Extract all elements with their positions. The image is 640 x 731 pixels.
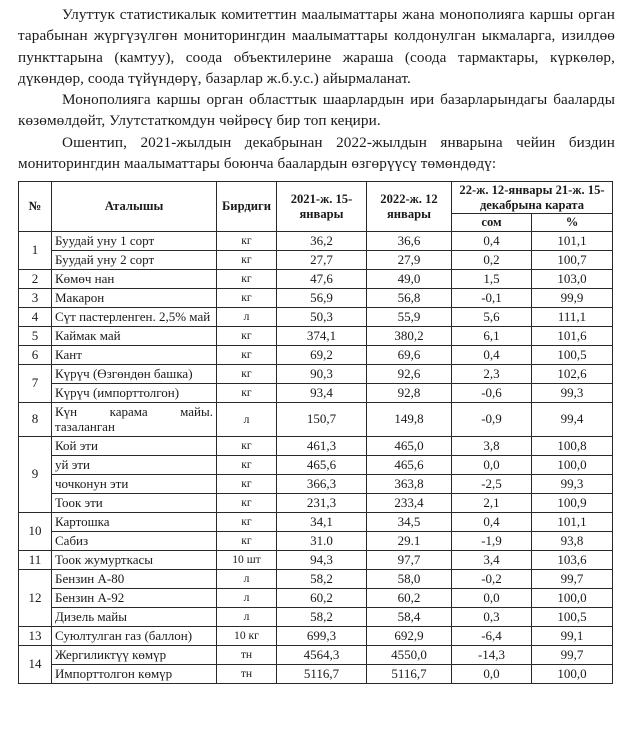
row-number-cell: 13 (19, 626, 52, 645)
header-cell-price-2021: 2021-ж. 15-январы (277, 182, 367, 232)
item-change-percent-cell: 101,1 (532, 231, 613, 250)
item-price-2022-cell: 60,2 (367, 588, 452, 607)
header-cell-unit: Бирдиги (217, 182, 277, 232)
item-change-percent-cell: 100,5 (532, 345, 613, 364)
item-name-cell: Суюлтулган газ (баллон) (52, 626, 217, 645)
item-price-2021-cell: 461,3 (277, 436, 367, 455)
item-unit-cell: кг (217, 288, 277, 307)
row-number-cell: 10 (19, 512, 52, 550)
item-change-som-cell: -6,4 (452, 626, 532, 645)
item-price-2022-cell: 92,6 (367, 364, 452, 383)
item-change-percent-cell: 100,7 (532, 250, 613, 269)
table-row (19, 345, 613, 364)
item-change-som-cell: 3,4 (452, 550, 532, 569)
item-unit-cell: кг (217, 383, 277, 402)
item-change-som-cell: 5,6 (452, 307, 532, 326)
item-unit-cell: л (217, 607, 277, 626)
row-number-cell: 8 (19, 402, 52, 436)
paragraph-2: Монополияга каршы орган областтык шаарлардын ири базарларындагы бааларды көзөмөлдөйт, Улутстаткомдун чөйрөсү бир топ кеңири. (18, 91, 615, 130)
header-cell-name: Аталышы (52, 182, 217, 232)
item-change-som-cell: 0,2 (452, 250, 532, 269)
item-change-percent-cell: 100,0 (532, 455, 613, 474)
table-row (19, 588, 613, 607)
item-price-2021-cell: 5116,7 (277, 664, 367, 683)
item-price-2021-cell: 27,7 (277, 250, 367, 269)
item-change-som-cell: 3,8 (452, 436, 532, 455)
table-row (19, 455, 613, 474)
item-change-som-cell: -1,9 (452, 531, 532, 550)
item-name-cell: чочконун эти (52, 474, 217, 493)
header-cell-change-group: 22-ж. 12-январы 21-ж. 15-декабрына карата (452, 182, 613, 214)
row-number-cell: 7 (19, 364, 52, 402)
table-row (19, 493, 613, 512)
price-comparison-table (18, 181, 613, 684)
item-name-cell: Буудай уну 2 сорт (52, 250, 217, 269)
item-change-som-cell: 2,1 (452, 493, 532, 512)
item-change-percent-cell: 100,9 (532, 493, 613, 512)
item-price-2022-cell: 56,8 (367, 288, 452, 307)
item-unit-cell: кг (217, 512, 277, 531)
item-change-percent-cell: 99,3 (532, 383, 613, 402)
item-unit-cell: кг (217, 474, 277, 493)
item-price-2022-cell: 34,5 (367, 512, 452, 531)
item-name-cell: Сүт пастерленген. 2,5% май (52, 307, 217, 326)
item-change-som-cell: 1,5 (452, 269, 532, 288)
item-change-percent-cell: 103,6 (532, 550, 613, 569)
item-change-percent-cell: 99,9 (532, 288, 613, 307)
item-name-cell: Күн карама майы. тазаланган (52, 402, 217, 436)
table-row (19, 512, 613, 531)
item-price-2021-cell: 34,1 (277, 512, 367, 531)
item-price-2022-cell: 49,0 (367, 269, 452, 288)
item-unit-cell: л (217, 569, 277, 588)
item-change-som-cell: 0,4 (452, 512, 532, 531)
table-row (19, 569, 613, 588)
item-change-som-cell: 0,0 (452, 455, 532, 474)
item-change-som-cell: 6,1 (452, 326, 532, 345)
table-row (19, 402, 613, 436)
item-change-som-cell: 0,0 (452, 664, 532, 683)
item-name-cell: Импорттолгон көмүр (52, 664, 217, 683)
item-unit-cell: тн (217, 645, 277, 664)
table-row (19, 531, 613, 550)
table-row (19, 436, 613, 455)
item-name-cell: Көмөч нан (52, 269, 217, 288)
item-name-cell: Тоок жумурткасы (52, 550, 217, 569)
item-change-percent-cell: 99,4 (532, 402, 613, 436)
item-change-som-cell: -0,9 (452, 402, 532, 436)
table-row (19, 269, 613, 288)
item-price-2021-cell: 58,2 (277, 607, 367, 626)
item-price-2021-cell: 231,3 (277, 493, 367, 512)
table-row (19, 550, 613, 569)
item-price-2022-cell: 233,4 (367, 493, 452, 512)
table-row (19, 474, 613, 493)
item-unit-cell: 10 кг (217, 626, 277, 645)
item-price-2021-cell: 374,1 (277, 326, 367, 345)
item-unit-cell: кг (217, 364, 277, 383)
table-body (19, 231, 613, 683)
item-name-cell: Каймак май (52, 326, 217, 345)
item-name-cell: Картошка (52, 512, 217, 531)
row-number-cell: 1 (19, 231, 52, 269)
item-price-2021-cell: 93,4 (277, 383, 367, 402)
row-number-cell: 9 (19, 436, 52, 512)
table-row (19, 383, 613, 402)
header-cell-number: № (19, 182, 52, 232)
table-row (19, 288, 613, 307)
item-unit-cell: кг (217, 250, 277, 269)
item-name-cell: Күрүч (Өзгөндөн башка) (52, 364, 217, 383)
item-price-2021-cell: 150,7 (277, 402, 367, 436)
item-change-percent-cell: 99,7 (532, 569, 613, 588)
item-unit-cell: кг (217, 531, 277, 550)
item-price-2022-cell: 69,6 (367, 345, 452, 364)
item-change-percent-cell: 100,0 (532, 588, 613, 607)
item-change-som-cell: 0,4 (452, 345, 532, 364)
item-unit-cell: кг (217, 493, 277, 512)
item-change-percent-cell: 103,0 (532, 269, 613, 288)
item-unit-cell: л (217, 402, 277, 436)
item-price-2022-cell: 58,4 (367, 607, 452, 626)
item-name-cell: Тоок эти (52, 493, 217, 512)
item-price-2021-cell: 58,2 (277, 569, 367, 588)
row-number-cell: 12 (19, 569, 52, 626)
item-change-som-cell: -2,5 (452, 474, 532, 493)
item-price-2021-cell: 56,9 (277, 288, 367, 307)
item-price-2022-cell: 465,6 (367, 455, 452, 474)
item-change-percent-cell: 100,5 (532, 607, 613, 626)
item-change-som-cell: -14,3 (452, 645, 532, 664)
item-change-percent-cell: 99,3 (532, 474, 613, 493)
item-price-2021-cell: 69,2 (277, 345, 367, 364)
header-row-top (19, 182, 613, 214)
table-row (19, 250, 613, 269)
item-change-percent-cell: 101,1 (532, 512, 613, 531)
table-row (19, 626, 613, 645)
item-price-2021-cell: 699,3 (277, 626, 367, 645)
item-name-cell: Бензин А-80 (52, 569, 217, 588)
item-change-percent-cell: 111,1 (532, 307, 613, 326)
paragraph-3: Ошентип, 2021-жылдын декабрынан 2022-жылдын январына чейин биздин мониторингдин маалыматтары боюнча баалардын өзгөрүүсү төмөндөдү: (18, 133, 615, 173)
item-price-2022-cell: 36,6 (367, 231, 452, 250)
item-change-percent-cell: 100,8 (532, 436, 613, 455)
row-number-cell: 3 (19, 288, 52, 307)
table-row (19, 607, 613, 626)
item-price-2021-cell: 47,6 (277, 269, 367, 288)
item-unit-cell: 10 шт (217, 550, 277, 569)
header-cell-price-2022: 2022-ж. 12 январы (367, 182, 452, 232)
item-price-2022-cell: 55,9 (367, 307, 452, 326)
item-change-som-cell: 0,3 (452, 607, 532, 626)
item-price-2022-cell: 58,0 (367, 569, 452, 588)
item-name-cell: Макарон (52, 288, 217, 307)
item-price-2022-cell: 92,8 (367, 383, 452, 402)
row-number-cell: 6 (19, 345, 52, 364)
item-name-cell: Дизель майы (52, 607, 217, 626)
item-price-2021-cell: 31.0 (277, 531, 367, 550)
item-price-2022-cell: 465,0 (367, 436, 452, 455)
row-number-cell: 11 (19, 550, 52, 569)
table-row (19, 326, 613, 345)
row-number-cell: 14 (19, 645, 52, 683)
item-name-cell: Жергиликтүү көмүр (52, 645, 217, 664)
paragraph-1: Улуттук статистикалык комитеттин маалыматтары жана монополияга каршы орган тарабынан жүргүзүлгөн мониторингдин маалыматтары колдонулган ыкмаларга, изилдөө пункттарына (камтуу), соода объектилерине жараша (соода тармактары, күркөлөр, дүкөндөр, соода түйүндөрү, базарлар ж.б.у.с.) айырмаланат. (18, 6, 615, 87)
item-price-2022-cell: 149,8 (367, 402, 452, 436)
table-row (19, 307, 613, 326)
table-row (19, 231, 613, 250)
item-price-2022-cell: 97,7 (367, 550, 452, 569)
item-price-2022-cell: 5116,7 (367, 664, 452, 683)
item-unit-cell: л (217, 588, 277, 607)
item-price-2022-cell: 29.1 (367, 531, 452, 550)
item-change-som-cell: 0,4 (452, 231, 532, 250)
item-change-som-cell: 2,3 (452, 364, 532, 383)
item-unit-cell: кг (217, 326, 277, 345)
row-number-cell: 4 (19, 307, 52, 326)
table-row (19, 364, 613, 383)
item-change-percent-cell: 100,0 (532, 664, 613, 683)
item-price-2022-cell: 27,9 (367, 250, 452, 269)
table-row (19, 645, 613, 664)
row-number-cell: 5 (19, 326, 52, 345)
item-price-2021-cell: 94,3 (277, 550, 367, 569)
table-header (19, 182, 613, 232)
item-change-percent-cell: 102,6 (532, 364, 613, 383)
item-price-2021-cell: 50,3 (277, 307, 367, 326)
item-unit-cell: кг (217, 345, 277, 364)
item-change-som-cell: -0,1 (452, 288, 532, 307)
item-change-percent-cell: 99,7 (532, 645, 613, 664)
item-change-percent-cell: 101,6 (532, 326, 613, 345)
item-change-percent-cell: 93,8 (532, 531, 613, 550)
header-cell-change-percent: % (532, 214, 613, 232)
item-price-2021-cell: 366,3 (277, 474, 367, 493)
item-unit-cell: л (217, 307, 277, 326)
header-cell-change-som: сом (452, 214, 532, 232)
item-price-2022-cell: 363,8 (367, 474, 452, 493)
item-unit-cell: кг (217, 269, 277, 288)
item-name-cell: уй эти (52, 455, 217, 474)
item-price-2021-cell: 90,3 (277, 364, 367, 383)
item-name-cell: Күрүч (импорттолгон) (52, 383, 217, 402)
item-unit-cell: кг (217, 231, 277, 250)
item-unit-cell: тн (217, 664, 277, 683)
item-name-cell: Кой эти (52, 436, 217, 455)
item-name-cell: Сабиз (52, 531, 217, 550)
item-price-2022-cell: 380,2 (367, 326, 452, 345)
item-price-2021-cell: 4564,3 (277, 645, 367, 664)
item-change-som-cell: 0,0 (452, 588, 532, 607)
item-change-percent-cell: 99,1 (532, 626, 613, 645)
item-change-som-cell: -0,6 (452, 383, 532, 402)
item-unit-cell: кг (217, 436, 277, 455)
item-name-cell: Кант (52, 345, 217, 364)
item-name-cell: Бензин А-92 (52, 588, 217, 607)
row-number-cell: 2 (19, 269, 52, 288)
item-price-2022-cell: 4550,0 (367, 645, 452, 664)
table-row (19, 664, 613, 683)
item-unit-cell: кг (217, 455, 277, 474)
item-price-2021-cell: 36,2 (277, 231, 367, 250)
item-change-som-cell: -0,2 (452, 569, 532, 588)
item-price-2021-cell: 465,6 (277, 455, 367, 474)
item-price-2021-cell: 60,2 (277, 588, 367, 607)
item-name-cell: Буудай уну 1 сорт (52, 231, 217, 250)
item-price-2022-cell: 692,9 (367, 626, 452, 645)
